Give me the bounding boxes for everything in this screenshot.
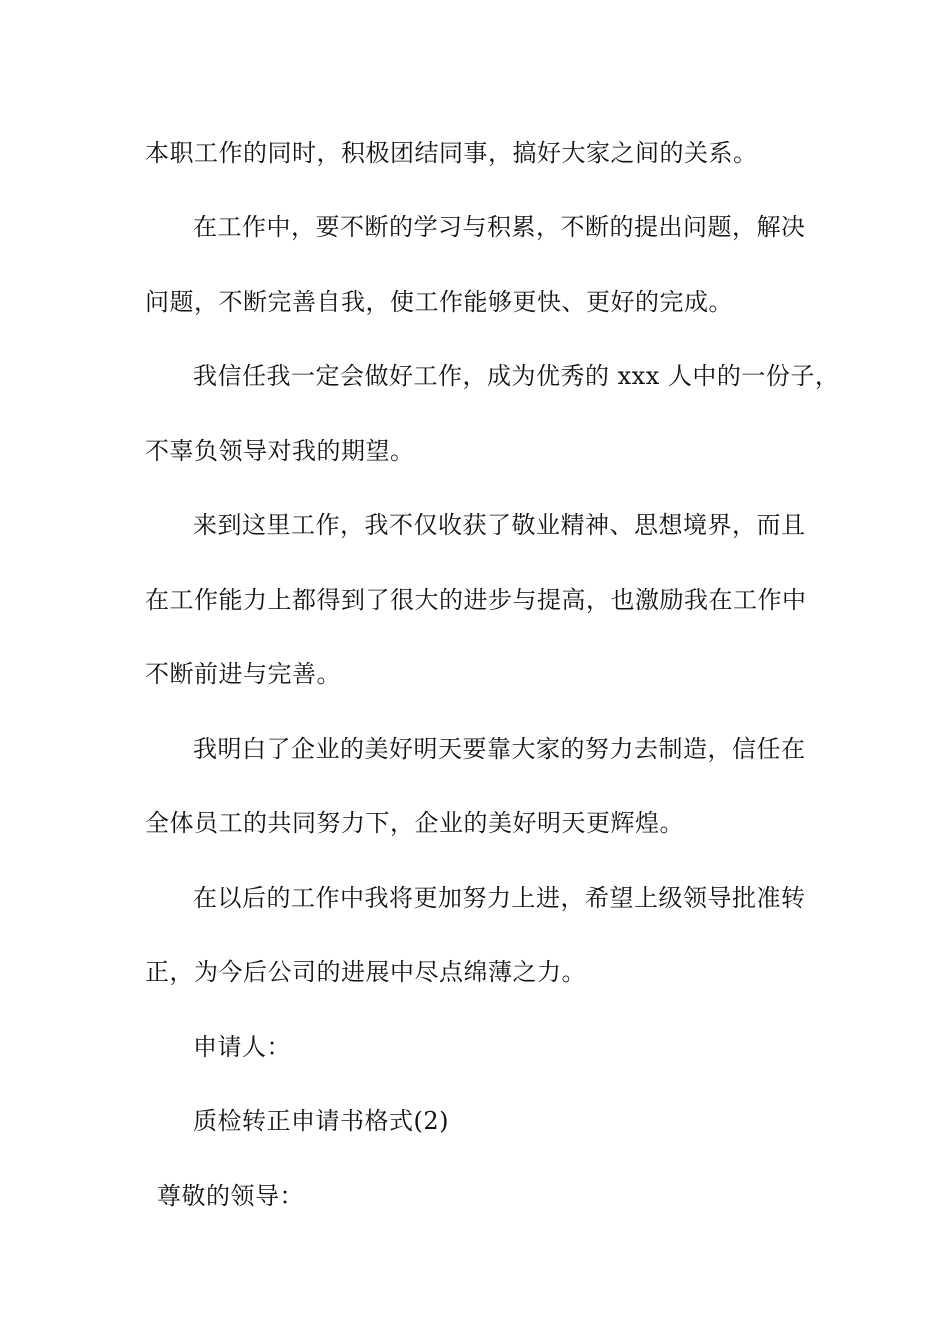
paragraph-line: 不辜负领导对我的期望。	[145, 437, 415, 465]
paragraph-line: 我明白了企业的美好明天要靠大家的努力去制造，信任在	[193, 735, 806, 763]
section-title: 质检转正申请书格式(2)	[193, 1107, 449, 1135]
paragraph-line: 在工作中，要不断的学习与积累，不断的提出问题，解决	[193, 213, 806, 241]
salutation: 尊敬的领导：	[157, 1182, 304, 1210]
applicant-label: 申请人：	[193, 1033, 291, 1061]
paragraph-line: 本职工作的同时，积极团结同事，搞好大家之间的关系。	[145, 139, 758, 167]
paragraph-line: 在以后的工作中我将更加努力上进，希望上级领导批准转	[193, 884, 806, 912]
paragraph-line: 正，为今后公司的进展中尽点绵薄之力。	[145, 958, 586, 986]
paragraph-line: 问题，不断完善自我，使工作能够更快、更好的完成。	[145, 288, 733, 316]
paragraph-line: 来到这里工作，我不仅收获了敬业精神、思想境界，而且	[193, 511, 806, 539]
paragraph-line: 全体员工的共同努力下，企业的美好明天更辉煌。	[145, 809, 684, 837]
paragraph-line: 不断前进与完善。	[145, 660, 341, 688]
paragraph-line: 我信任我一定会做好工作，成为优秀的 xxx 人中的一份子，	[193, 362, 840, 390]
paragraph-line: 在工作能力上都得到了很大的进步与提高，也激励我在工作中	[145, 586, 807, 614]
